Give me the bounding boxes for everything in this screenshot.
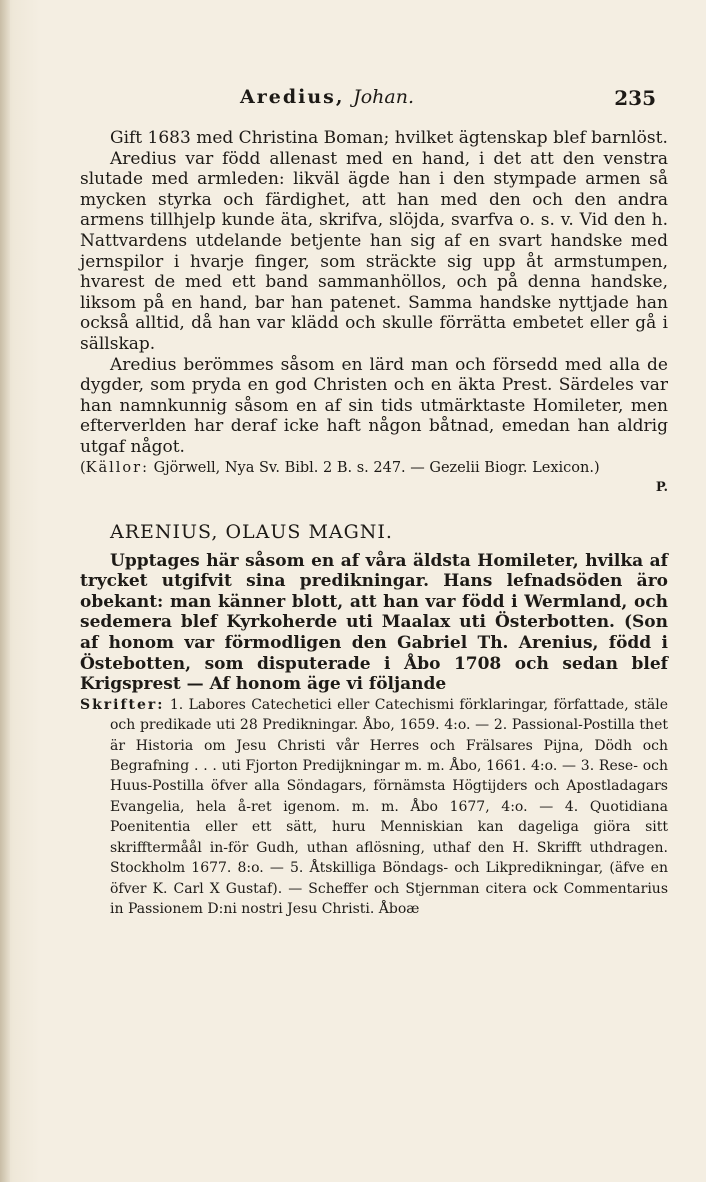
entry-heading-arenius: ARENIUS, OLAUS MAGNI. (110, 521, 393, 544)
header-given-name: Johan. (353, 86, 414, 108)
header-title: Aredius, Johan. (240, 86, 414, 108)
arenius-paragraph-1: Upptages här såsom en af våra äldsta Homileter, hvilka af trycket utgifvit sina predikningar. Hans lefnadsöden äro obekant: man känner blott, att han var född i Wermland, och sedemera blef Kyrkoherde uti Maalax uti Österbotten. (Son af honom var förmodligen den Gabriel Th. Arenius, född i Östebotten, som disputerade i Åbo 1708 och sedan blef Krigsprest — Af honom äge vi följande (80, 550, 668, 695)
sources-text: Gjörwell, Nya Sv. Bibl. 2 B. s. 247. — Gezelii Biogr. Lexicon.) (153, 459, 600, 476)
page-body (80, 128, 668, 919)
header-surname: Aredius (240, 86, 336, 108)
author-signature: P. (655, 479, 668, 495)
aredius-paragraph-3: Aredius berömmes såsom en lärd man och försedd med alla de dygder, som pryda en god Christen och en äkta Prest. Särdeles var han namnkunnig såsom en af sin tids utmärktaste Homileter, men efterverlden har deraf icke haft någon båtnad, emedan han aldrig utgaf något. (80, 354, 668, 457)
aredius-paragraph-1: Gift 1683 med Christina Boman; hvilket ägtenskap blef barnlöst. (110, 128, 668, 148)
aredius-paragraph-2: Aredius var född allenast med en hand, i det att den venstra slutade med armleden: likväl ägde han i den stympade armen så mycken styrka och färdighet, att han med den och den andra armens tillhjelp kunde äta, skrifva, slöjda, svarfva o. s. v. Vid den h. Nattvardens utdelande betjente han sig af en svart handske med jernspilor i hvarje finger, som sträckte sig upp åt armstumpen, hvarest de med ett band sammanhöllos, och på denna handske, liksom på en hand, bar han patenet. Samma handske nyttjade han också alltid, då han var klädd och skulle förrätta embetet eller gå i sällskap. (80, 148, 668, 354)
arenius-works (80, 695, 668, 919)
running-header (80, 86, 656, 116)
works-text: 1. Labores Catechetici eller Catechismi förklaringar, författade, stäle och predikade uti 28 Predikningar. Åbo, 1659. 4:o. — 2. Passional-Postilla thet är Historia om Jesu Christi vår Herres och Frälsares Pijna, Dödh och Begrafning . . . uti Fjorton Predijkningar m. m. Åbo, 1661. 4:o. — 3. Rese- och Huus-Postilla öfver alla Söndagars, förnämsta Högtijders och Apostladagars Evangelia, hela å-ret igenom. m. m. Åbo 1677, 4:o. — 4. Quotidiana Poenitentia eller ett sätt, huru Menniskian kan dageliga giöra sitt skrifftermåål in-för Gudh, uthan aflösning, uthaf den H. Skrifft uthdragen. Stockholm 1677. 8:o. — 5. Åtskilliga Böndags- och Likpredikningar, (äfve en öfver K. Carl X Gustaf). — Scheffer och Stjernman citera ock Commentarius in Passionem D:ni nostri Jesu Christi. Åboæ (110, 696, 668, 917)
works-label: Skrifter: (80, 696, 165, 713)
page-number: 235 (614, 86, 656, 110)
page-gutter (0, 0, 10, 1182)
sources-label: Källor: (85, 459, 149, 476)
aredius-sources: (Källor: Gjörwell, Nya Sv. Bibl. 2 B. s. 247. — Gezelii Biogr. Lexicon.) (80, 459, 600, 476)
